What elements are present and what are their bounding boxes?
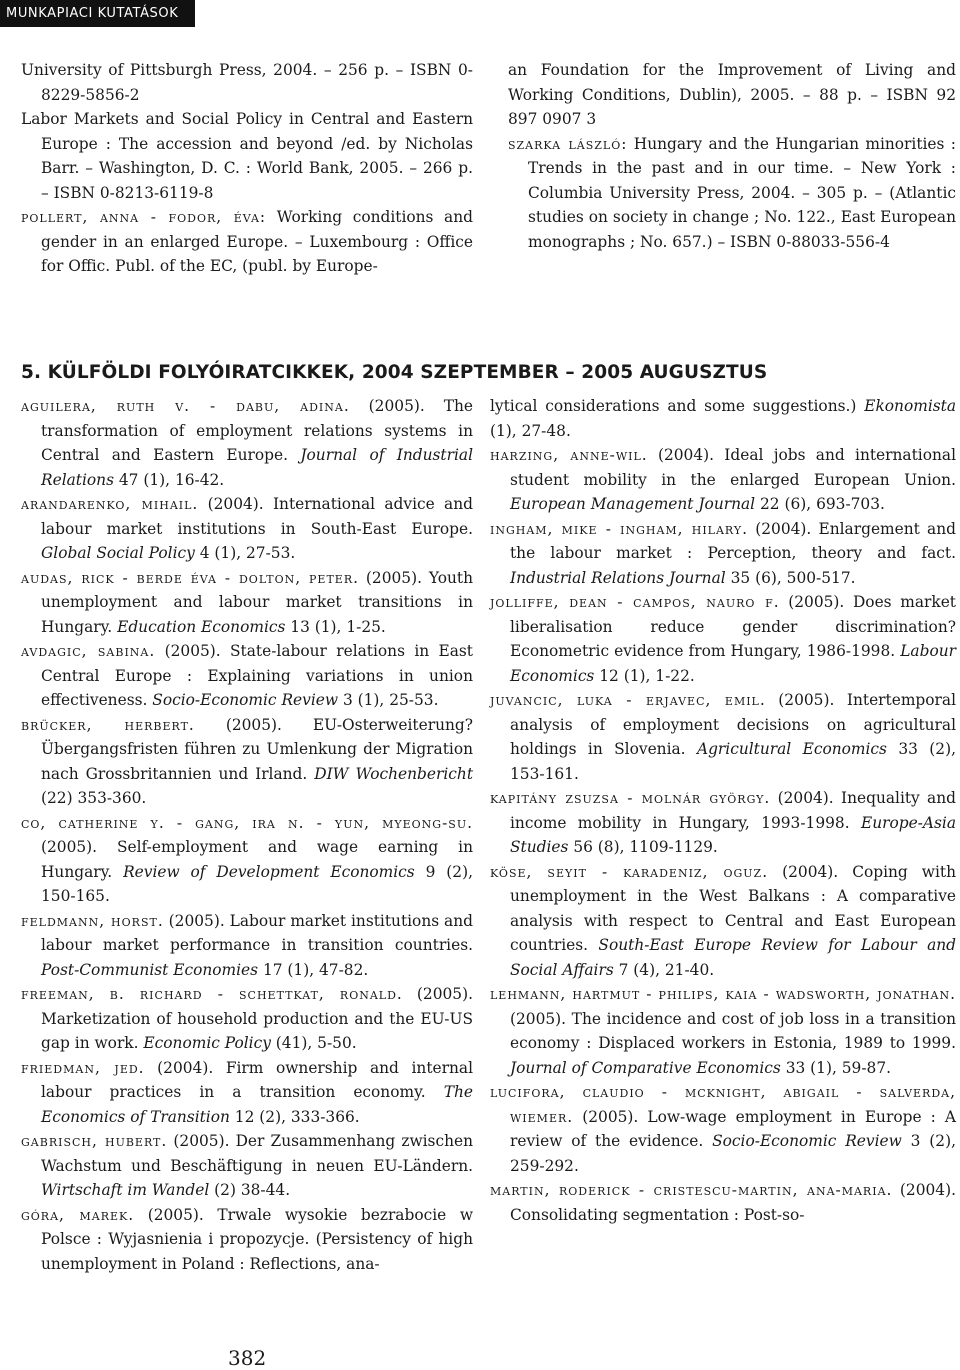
entry-text: (2004). Consolidating segmentation : Post-so- bbox=[510, 1181, 956, 1224]
bibliography-entry bbox=[21, 205, 473, 279]
bibliography-entry bbox=[21, 492, 473, 566]
entry-text: Working conditions and gender in an enlarged Europe. – Luxembourg : Office for Offic. Publ. of the EC, (publ. by Europe- bbox=[41, 208, 473, 275]
section-heading: 5. KÜLFÖLDI FOLYÓIRATCIKKEK, 2004 SZEPTEMBER – 2005 AUGUSZTUS bbox=[21, 362, 768, 383]
entry-author: juvancic, luka - erjavec, emil. bbox=[490, 691, 766, 709]
entry-author: harzing, anne-wil. bbox=[490, 446, 648, 464]
entry-journal: Socio-Economic Review bbox=[152, 691, 339, 709]
top-left-column bbox=[21, 58, 473, 279]
entry-author: góra, marek. bbox=[21, 1205, 135, 1224]
entry-author: freeman, b. richard - schettkat, ronald. bbox=[21, 985, 403, 1003]
entry-text: (2004). Enlargement and the labour market : Perception, theory and fact. bbox=[510, 519, 956, 562]
entry-author: arandarenko, mihail. bbox=[21, 495, 199, 513]
bibliography-entry bbox=[21, 107, 473, 205]
entry-journal: Global Social Policy bbox=[41, 544, 195, 562]
entry-text: (2005). Self-employment and wage earning in Hungary. bbox=[41, 838, 473, 881]
bibliography-entry bbox=[21, 811, 473, 909]
entry-journal: Labour Economics bbox=[510, 642, 956, 685]
entry-text: (2004). Firm ownership and internal labour practices in a transition economy. bbox=[41, 1058, 473, 1101]
entry-author: köse, seyit - karadeniz, oguz. bbox=[490, 862, 769, 881]
entry-author: pollert, anna - fodor, éva: bbox=[21, 208, 267, 226]
entry-tail: 33 (2), 153-161. bbox=[510, 740, 956, 783]
entry-journal: Industrial Relations Journal bbox=[510, 568, 726, 587]
entry-author: kapitány zsuzsa - molnár györgy. bbox=[490, 789, 771, 807]
entry-journal: Journal of Industrial Relations bbox=[41, 446, 473, 489]
bibliography-entry bbox=[21, 982, 473, 1056]
entry-tail: 17 (1), 47-82. bbox=[258, 960, 369, 979]
entry-text: (2005). Labour market institutions and labour market performance in transition countries. bbox=[41, 911, 473, 954]
entry-text: (2005). The transformation of employment relations systems in Central and Eastern Europe. bbox=[41, 397, 474, 464]
entry-author: ingham, mike - ingham, hilary. bbox=[490, 519, 749, 538]
entry-journal: Education Economics bbox=[117, 617, 286, 636]
bibliography-entry bbox=[490, 688, 956, 786]
entry-text: University of Pittsburgh Press, 2004. – 256 p. – ISBN 0-8229-5856-2 bbox=[21, 61, 473, 104]
entry-tail: (2) 38-44. bbox=[209, 1181, 291, 1199]
entry-tail: 3 (2), 259-292. bbox=[510, 1132, 956, 1175]
bibliography-entry bbox=[490, 443, 956, 517]
page-number: 382 bbox=[228, 1346, 267, 1370]
entry-author: avdagic, sabina. bbox=[21, 642, 156, 660]
entry-tail: 4 (1), 27-53. bbox=[194, 544, 296, 562]
bibliography-entry bbox=[490, 394, 956, 443]
running-header: MUNKAPIACI KUTATÁSOK bbox=[0, 0, 195, 27]
bibliography-entry bbox=[508, 132, 956, 255]
entry-author: feldmann, horst. bbox=[21, 911, 164, 930]
bibliography-left-column bbox=[21, 394, 473, 1276]
entry-tail: 13 (1), 1-25. bbox=[285, 617, 386, 636]
entry-text: (2004). Coping with unemployment in the West Balkans : A comparative analysis with respect to Central and East European countries. bbox=[510, 862, 956, 954]
entry-tail: (41), 5-50. bbox=[270, 1034, 357, 1052]
bibliography-entry bbox=[21, 713, 473, 811]
entry-tail: 12 (1), 1-22. bbox=[594, 666, 695, 685]
entry-author: brücker, herbert. bbox=[21, 715, 195, 734]
entry-text: (2005). The incidence and cost of job loss in a transition economy : Displaced workers in Estonia, 1989 to 1999. bbox=[510, 1009, 956, 1052]
entry-text: (2005). State-labour relations in East Central Europe : Explaining variations in union effectiveness. bbox=[41, 642, 473, 709]
bibliography-entry bbox=[21, 58, 473, 107]
entry-text: (2004). International advice and labour market institutions in South-East Europe. bbox=[41, 495, 473, 538]
entry-author: audas, rick - berde éva - dolton, peter. bbox=[21, 568, 359, 587]
entry-journal: DIW Wochenbericht bbox=[314, 764, 474, 783]
entry-author: martin, roderick - cristescu-martin, ana-maria. bbox=[490, 1181, 893, 1199]
entry-journal: The Economics of Transition bbox=[41, 1083, 473, 1126]
entry-journal: Journal of Comparative Economics bbox=[510, 1058, 781, 1077]
entry-text: (2005). Der Zusammenhang zwischen Wachstum und Beschäftigung in neuen EU-Ländern. bbox=[41, 1132, 473, 1175]
bibliography-entry bbox=[490, 590, 956, 688]
bibliography-entry bbox=[490, 1178, 956, 1227]
entry-text: (2004). Ideal jobs and international student mobility in the enlarged European Union. bbox=[510, 446, 956, 489]
entry-journal: Socio-Economic Review bbox=[712, 1132, 902, 1150]
entry-author: lucifora, claudio - mcknight, abigail - salverda, wiemer. bbox=[490, 1083, 956, 1126]
entry-text: (2005). EU-Osterweiterung? Übergangsfristen führen zu Umlenkung der Migration nach Grossbritannien und Irland. bbox=[41, 715, 474, 783]
bibliography-entry bbox=[508, 58, 956, 132]
entry-text: an Foundation for the Improvement of Living and Working Conditions, Dublin), 2005. – 88 p. – ISBN 92 897 0907 3 bbox=[508, 61, 956, 128]
entry-text: (2005). Youth unemployment and labour market transitions in Hungary. bbox=[41, 568, 473, 636]
bibliography-entry bbox=[490, 982, 956, 1080]
entry-author: jolliffe, dean - campos, nauro f. bbox=[490, 593, 780, 611]
entry-tail: 22 (6), 693-703. bbox=[755, 495, 885, 513]
entry-journal: Post-Communist Economies bbox=[41, 960, 259, 979]
bibliography-entry bbox=[490, 517, 956, 591]
entry-tail: 35 (6), 500-517. bbox=[725, 568, 856, 587]
entry-journal: Wirtschaft im Wandel bbox=[41, 1181, 210, 1199]
entry-tail: 9 (2), 150-165. bbox=[41, 862, 473, 905]
top-right-column bbox=[508, 58, 956, 254]
entry-text: (2005). Marketization of household production and the EU-US gap in work. bbox=[41, 985, 473, 1052]
bibliography-entry bbox=[21, 566, 473, 640]
entry-journal: Ekonomista bbox=[864, 397, 956, 415]
entry-author: lehmann, hartmut - philips, kaia - wadsworth, jonathan. bbox=[490, 985, 956, 1003]
entry-author: gabrisch, hubert. bbox=[21, 1132, 168, 1150]
entry-text: Hungary and the Hungarian minorities : Trends in the past and in our time. – New York : Columbia University Press, 2004. – 305 p. – (Atlantic studies on society in change ; No. 122., East European monographs ; No. 657.) – ISBN 0-88033-556-4 bbox=[528, 134, 956, 251]
bibliography-entry bbox=[21, 1203, 473, 1277]
entry-journal: Agricultural Economics bbox=[696, 740, 887, 758]
bibliography-entry bbox=[21, 1056, 473, 1130]
entry-author: szarka lászló: bbox=[508, 134, 628, 153]
entry-text: (2004). Inequality and income mobility in Hungary, 1993-1998. bbox=[510, 789, 956, 832]
bibliography-entry bbox=[490, 786, 956, 860]
entry-journal: Economic Policy bbox=[143, 1034, 271, 1052]
entry-tail: 33 (1), 59-87. bbox=[780, 1058, 892, 1077]
entry-tail: 3 (1), 25-53. bbox=[338, 691, 439, 709]
entry-tail: 47 (1), 16-42. bbox=[113, 470, 225, 489]
bibliography-entry bbox=[21, 909, 473, 983]
bibliography-entry bbox=[21, 394, 473, 492]
bibliography-entry bbox=[490, 1080, 956, 1178]
entry-tail: 56 (8), 1109-1129. bbox=[568, 838, 718, 856]
entry-journal: Review of Development Economics bbox=[123, 862, 415, 881]
entry-author: aguilera, ruth v. - dabu, adina. bbox=[21, 397, 350, 415]
bibliography-entry bbox=[490, 860, 956, 983]
entry-text: (2005). Does market liberalisation reduce gender discrimination? Econometric evidence from Hungary, 1986-1998. bbox=[510, 593, 956, 660]
entry-journal: Europe-Asia Studies bbox=[510, 813, 956, 856]
entry-tail: (1), 27-48. bbox=[490, 421, 571, 440]
entry-text: (2005). Trwale wysokie bezrabocie w Polsce : Wyjasnienia i propozycje. (Persistency of high unemployment in Poland : Reflections, ana- bbox=[41, 1205, 473, 1273]
entry-text: (2005). Low-wage employment in Europe : A review of the evidence. bbox=[510, 1107, 956, 1150]
bibliography-entry bbox=[21, 1129, 473, 1203]
entry-text: lytical considerations and some suggestions.) bbox=[490, 397, 865, 415]
entry-author: co, catherine y. - gang, ira n. - yun, myeong-su. bbox=[21, 813, 473, 832]
bibliography-entry bbox=[21, 639, 473, 713]
entry-author: friedman, jed. bbox=[21, 1058, 145, 1077]
bibliography-right-column bbox=[490, 394, 956, 1227]
entry-tail: (22) 353-360. bbox=[41, 789, 147, 807]
entry-text: Labor Markets and Social Policy in Central and Eastern Europe : The accession and beyond /ed. by Nicholas Barr. – Washington, D. C. : World Bank, 2005. – 266 p. – ISBN 0-8213-6119-8 bbox=[21, 110, 473, 202]
entry-tail: 12 (2), 333-366. bbox=[229, 1107, 360, 1126]
entry-text: (2005). Intertemporal analysis of employment decisions on agricultural holdings in Slovenia. bbox=[510, 691, 956, 758]
entry-journal: European Management Journal bbox=[510, 495, 756, 513]
entry-tail: 7 (4), 21-40. bbox=[613, 960, 715, 979]
entry-journal: South-East Europe Review for Labour and Social Affairs bbox=[510, 936, 957, 979]
